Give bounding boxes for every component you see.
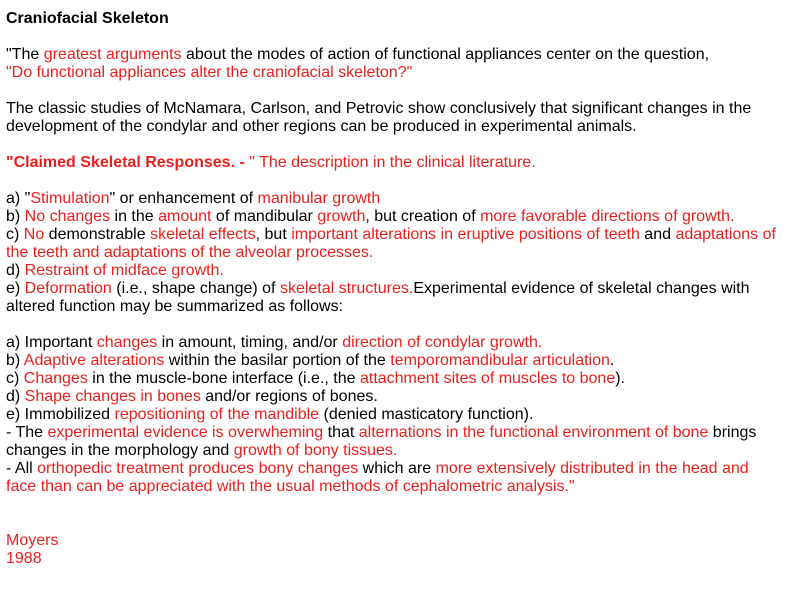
plain-text: e) xyxy=(6,280,25,297)
plain-text: (denied masticatory function). xyxy=(319,406,534,423)
plain-text: c) xyxy=(6,226,24,243)
plain-text: within the basilar portion of the xyxy=(164,352,391,369)
highlighted-text: growth of bony tissues. xyxy=(233,442,398,459)
claimed-list xyxy=(6,190,776,316)
plain-text: b) xyxy=(6,352,24,369)
quote-paragraph xyxy=(6,46,800,82)
plain-text: " or enhancement of xyxy=(109,190,258,207)
plain-text: Experimental evidence of skeletal changes with altered function may be summarized as follows: xyxy=(6,280,750,315)
highlighted-text: Changes xyxy=(23,370,88,387)
highlighted-text: No xyxy=(23,226,45,243)
highlighted-text: more favorable directions of growth. xyxy=(480,208,735,225)
quote-question: "Do functional appliances alter the craniofacial skeleton?" xyxy=(6,64,413,81)
highlighted-text: orthopedic treatment produces bony changes xyxy=(37,460,359,477)
highlighted-text: Shape changes in bones xyxy=(24,388,201,405)
plain-text: of mandibular xyxy=(211,208,318,225)
highlighted-text: Adaptive alterations xyxy=(23,352,165,369)
list-item xyxy=(6,280,776,316)
author: Moyers xyxy=(6,532,59,549)
plain-text: and xyxy=(639,226,676,243)
highlighted-text: more extensively distributed in the head and face than can be appreciated with the usual methods of cephalometric analysis." xyxy=(6,460,749,495)
list-item xyxy=(6,352,776,370)
list-item xyxy=(6,262,776,280)
year: 1988 xyxy=(6,550,42,567)
list-item xyxy=(6,334,776,352)
highlighted-text: Stimulation xyxy=(30,190,110,207)
plain-text: which are xyxy=(358,460,436,477)
highlighted-text: changes xyxy=(96,334,158,351)
highlighted-text: manibular growth xyxy=(257,190,381,207)
highlighted-text: amount xyxy=(158,208,212,225)
highlighted-text: temporomandibular articulation xyxy=(390,352,610,369)
highlighted-text: repositioning of the mandible xyxy=(114,406,320,423)
plain-text: b) xyxy=(6,208,25,225)
highlighted-text: Deformation xyxy=(24,280,112,297)
plain-text: e) Immobilized xyxy=(6,406,115,423)
plain-text: d) xyxy=(6,388,25,405)
plain-text: in amount, timing, and/or xyxy=(157,334,343,351)
highlighted-text: skeletal effects xyxy=(150,226,256,243)
highlighted-text: skeletal structures. xyxy=(279,280,414,297)
quote-text: about the modes of action of functional appliances center on the question, xyxy=(181,46,710,63)
highlighted-text: important alterations in eruptive positions of teeth xyxy=(291,226,640,243)
plain-text: - The xyxy=(6,424,48,441)
list-item xyxy=(6,370,776,388)
highlighted-text: alternations in the functional environment of bone xyxy=(358,424,709,441)
list-item xyxy=(6,226,776,262)
highlighted-text: experimental evidence is overwheming xyxy=(47,424,324,441)
plain-text: in the xyxy=(110,208,159,225)
list-item xyxy=(6,190,776,208)
highlighted-text: Restraint of midface growth. xyxy=(24,262,224,279)
list-item xyxy=(6,208,776,226)
evidence-list xyxy=(6,334,776,496)
plain-text: that xyxy=(323,424,359,441)
highlighted-text: growth xyxy=(317,208,366,225)
highlighted-text: No changes xyxy=(24,208,111,225)
highlighted-text: adaptations of the teeth and adaptations of the alveolar processes. xyxy=(6,226,776,261)
quote-text: "The xyxy=(6,46,44,63)
heading-tail: " The description in the clinical literature. xyxy=(249,154,536,171)
plain-text: c) xyxy=(6,370,24,387)
plain-text: a) " xyxy=(6,190,31,207)
highlighted-text: attachment sites of muscles to bone xyxy=(359,370,616,387)
plain-text: demonstrable xyxy=(44,226,151,243)
heading-bold: "Claimed Skeletal Responses. - xyxy=(6,154,250,171)
list-item xyxy=(6,424,776,460)
plain-text: ). xyxy=(615,370,625,387)
plain-text: and/or regions of bones. xyxy=(200,388,378,405)
claimed-responses-heading xyxy=(6,154,800,172)
plain-text: (i.e., shape change) of xyxy=(111,280,280,297)
plain-text: brings changes in the morphology and xyxy=(6,424,757,459)
plain-text: in the muscle-bone interface (i.e., the xyxy=(87,370,360,387)
list-item xyxy=(6,406,776,424)
document-title: Craniofacial Skeleton xyxy=(6,10,169,27)
plain-text: . xyxy=(609,352,615,369)
plain-text: , but xyxy=(255,226,292,243)
list-item xyxy=(6,460,776,496)
studies-paragraph: The classic studies of McNamara, Carlson, and Petrovic show conclusively that significant changes in the development of the condylar and other regions can be produced in experimental animals. xyxy=(6,100,752,135)
highlighted-text: direction of condylar growth. xyxy=(342,334,543,351)
plain-text: - All xyxy=(6,460,38,477)
list-item xyxy=(6,388,776,406)
plain-text: a) Important xyxy=(6,334,97,351)
plain-text: d) xyxy=(6,262,25,279)
quote-highlight: greatest arguments xyxy=(43,46,182,63)
plain-text: , but creation of xyxy=(365,208,481,225)
